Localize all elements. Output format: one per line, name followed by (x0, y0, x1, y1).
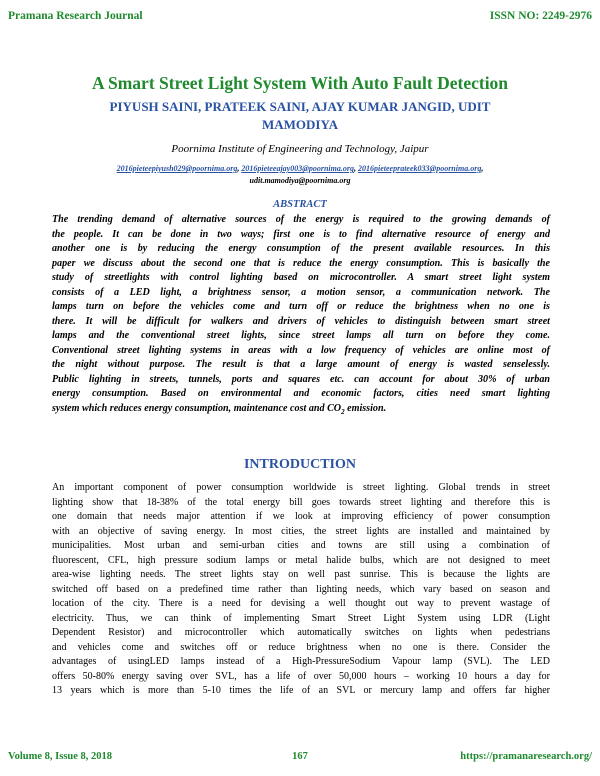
page-footer (8, 751, 592, 767)
emails-line-1 (60, 163, 540, 175)
introduction-line: lighting show that 18-38% of the total energy bill goes towards street lighting and therefore this is (52, 496, 550, 508)
abstract-heading: ABSTRACT (273, 199, 327, 210)
authors-line-1: PIYUSH SAINI, PRATEEK SAINI, AJAY KUMAR JANGID, UDIT (109, 99, 491, 114)
co2-subscript: 2 (341, 407, 345, 416)
page-number: 167 (292, 751, 308, 762)
emails-line-2 (60, 175, 540, 187)
email-separator: , (481, 164, 484, 173)
introduction-line: area-wise lighting needs. The street lights stay on well past sunrise. This is because the lights are (52, 569, 550, 580)
author-emails (60, 163, 540, 187)
paper-title: A Smart Street Light System With Auto Fault Detection (91, 73, 509, 93)
email-link-1[interactable]: 2016pieteepiyush029@poornima.org (116, 164, 238, 173)
introduction-line: electricity. Thus, we can think of implementing Smart Street Light System using LDR (Light (52, 612, 550, 624)
introduction-line: offers 50-80% energy saving over SVL, has a life of over 50,000 hours – working 10 hours a day for (52, 670, 550, 682)
abstract-last-pre: system which reduces energy consumption, maintenance cost and CO (52, 402, 342, 414)
introduction-line: 13 years which is more than 5-10 times the life of an SVL or mercury lamp and offers far higher (52, 685, 550, 696)
journal-name: Pramana Research Journal (8, 10, 143, 22)
abstract-line: there. It will be difficult for walkers and drivers of vehicles to distinguish between smart street (52, 315, 550, 327)
introduction-line: with an objective of saving energy. In most cities, the street lights are installed and maintained by (52, 525, 550, 537)
introduction-line: location of the city. There is a need for devising a well thought out way to prevent wastage of (52, 598, 550, 609)
abstract-line: paper we discuss about the second one that is reduce the energy consumption. This is basically the (52, 257, 550, 269)
abstract-line-last (52, 402, 550, 417)
volume-issue: Volume 8, Issue 8, 2018 (8, 751, 113, 762)
abstract-line: Public lighting in streets, tunnels, ports and squares etc. can account for about 30% of urban (52, 373, 550, 385)
introduction-line: and vehicles come and switches off or reduce brightness when no one is there. Consider the (52, 641, 550, 653)
abstract-line: energy consumption. Based on environmental and economic factors, cities need smart lighting (52, 388, 550, 399)
abstract-line: the night without purpose. The result is that a large amount of energy is wasted senselessly. (52, 359, 550, 370)
introduction-line: An important component of power consumption worldwide is street lighting. Global trends in street (52, 482, 550, 493)
author-list (60, 98, 540, 134)
abstract-last-post: emission. (344, 402, 387, 414)
introduction-line: one domain that needs major attention if we look at improving efficiency of power consumption (52, 511, 550, 522)
introduction-line: advantages of usingLED lamps instead of a High-PressureSodium Vapour lamp (SVL). The LED (52, 656, 550, 667)
abstract-line: another one is by reducing the energy consumption of the present available resources. In this (52, 243, 550, 254)
email-text-4: udit.mamodiya@poornima.org (249, 176, 351, 185)
page-header (8, 10, 592, 26)
authors-line-2: MAMODIYA (261, 117, 339, 132)
abstract-line: The trending demand of alternative sources of the energy is required to the growing demands of (52, 214, 550, 225)
email-separator: , (354, 164, 358, 173)
introduction-line: municipalities. Most urban and semi-urban cities and towns are still using a combination of (52, 540, 550, 551)
introduction-body (52, 481, 550, 699)
abstract-line: lamps and the conventional street lights, since street lamps all turn on before they come. (52, 330, 550, 341)
journal-url[interactable]: https://pramanaresearch.org/ (460, 751, 592, 762)
introduction-line: Dependent Resistor) and microcontroller which automatically switches on lights when pedestrians (52, 627, 550, 638)
issn-number: ISSN NO: 2249-2976 (489, 10, 592, 22)
abstract-line: Conventional street lighting systems in areas with a low frequency of vehicles are online most of (52, 344, 550, 356)
email-link-2[interactable]: 2016pieteeajay003@poornima.org (241, 164, 354, 173)
institution: Poornima Institute of Engineering and Technology, Jaipur (171, 143, 429, 155)
abstract-line: consists of a LED light, a brightness sensor, a motion sensor, a communication network. The (52, 286, 550, 298)
abstract-line: the people. It can be done in two ways; first one is to find alternative resource of energy and (52, 228, 550, 240)
introduction-line: fluorescent, CFL, high pressure sodium lamps or metal halide bulbs, which are not designed to meet (52, 554, 550, 566)
introduction-heading: INTRODUCTION (243, 457, 356, 472)
abstract-body (52, 213, 550, 416)
abstract-line: lamps turn on before the vehicles come and turn off or reduce the brightness when no one is (52, 301, 550, 312)
abstract-line: study of streetlights with control lighting based on microcontroller. A smart street light system (52, 272, 550, 283)
email-link-3[interactable]: 2016pieteeprateek033@poornima.org (358, 164, 482, 173)
email-separator: , (237, 164, 242, 173)
introduction-line: switched off based on a predefined time rather than lighting needs, which vary based on season and (52, 583, 550, 595)
